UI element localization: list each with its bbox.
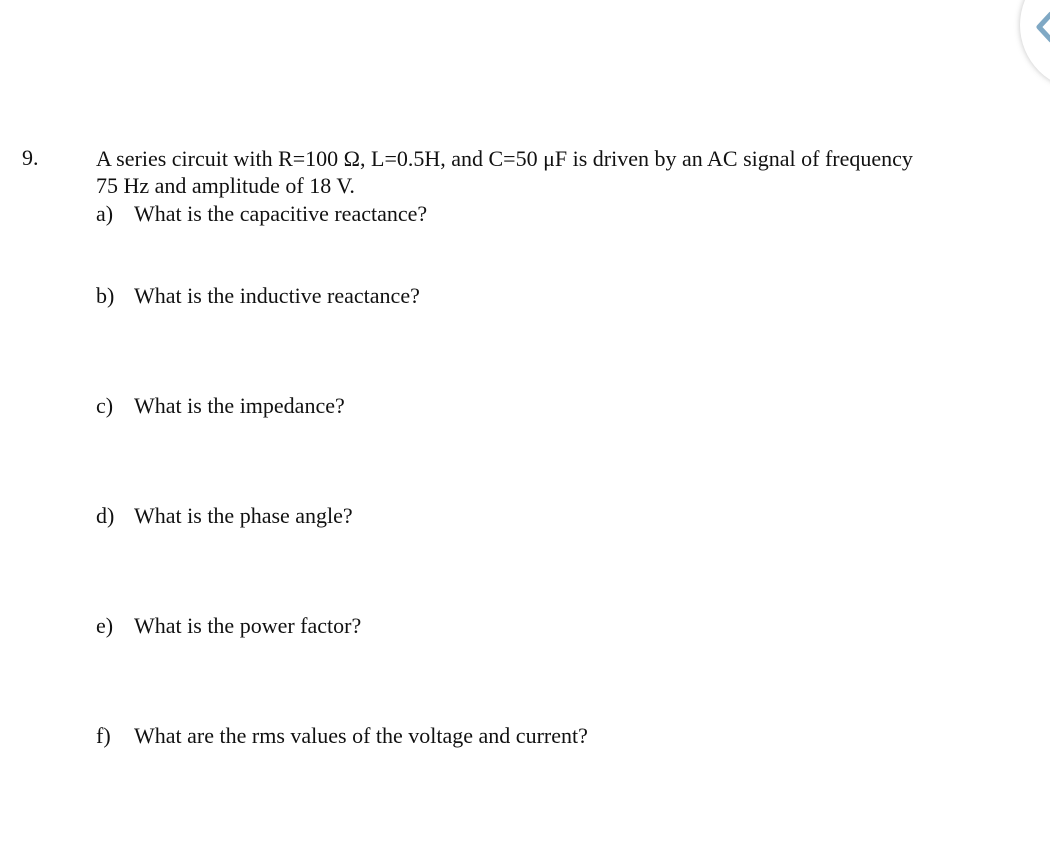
part-c (96, 393, 345, 419)
part-f-text: What are the rms values of the voltage and current? (134, 723, 588, 748)
question-number: 9. (22, 145, 39, 170)
part-b (96, 283, 420, 309)
part-d (96, 503, 353, 529)
part-e-label: e) (96, 613, 114, 638)
chevron-left-icon[interactable] (1033, 10, 1050, 44)
part-b-label: b) (96, 283, 115, 308)
part-e-text: What is the power factor? (134, 613, 362, 638)
part-d-text: What is the phase angle? (134, 503, 353, 528)
part-c-label: c) (96, 393, 114, 418)
part-a-text: What is the capacitive reactance? (134, 201, 428, 226)
part-c-text: What is the impedance? (134, 393, 345, 418)
part-b-text: What is the inductive reactance? (134, 283, 420, 308)
question-stem-line-1: A series circuit with R=100 Ω, L=0.5H, and C=50 μF is driven by an AC signal of frequency (96, 146, 913, 171)
question-stem-line-2: 75 Hz and amplitude of 18 V. (96, 173, 355, 198)
part-f-label: f) (96, 723, 111, 748)
part-e (96, 613, 361, 639)
part-d-label: d) (96, 503, 115, 528)
part-a-label: a) (96, 201, 114, 226)
part-f (96, 723, 588, 749)
question-stem (96, 145, 1036, 199)
part-a (96, 201, 427, 227)
